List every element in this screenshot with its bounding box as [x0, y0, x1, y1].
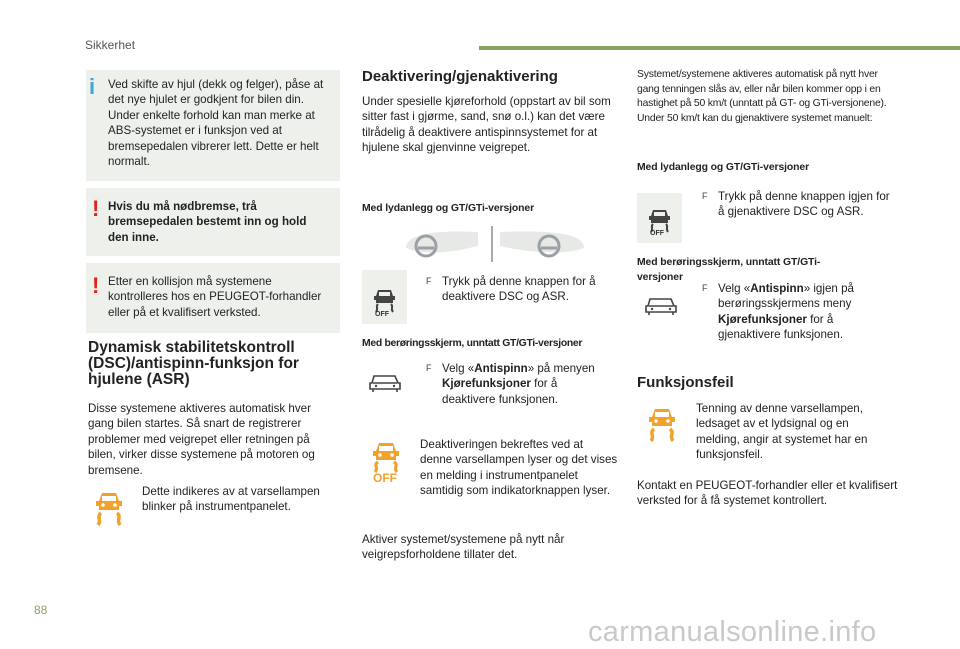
- fault-lamp-text: Tenning av denne varsellampen, ledsaget av et lydsignal og en melding, angir at systemet har en funksjonsfeil.: [696, 402, 868, 462]
- warning-note-brake-text: Hvis du må nødbremse, trå bremsepedalen bestemt inn og hold den inne.: [108, 200, 307, 244]
- bullet-marker: F: [426, 363, 432, 373]
- dsc-off-warning-lamp-icon: [369, 440, 403, 484]
- text-fragment: for å deaktivere funksjonen.: [442, 377, 559, 406]
- text-fragment: » igjen på berøringsskjermens meny: [718, 282, 854, 311]
- deactivation-confirm-text: Deaktiveringen bekreftes ved at denne varsellampen lyser og det vises en melding i instrumentpanelet samtidig som indikatorknappen lyser.: [420, 438, 618, 498]
- deactivation-sub-touchscreen: Med berøringsskjerm, unntatt GT/GTi-versjoner: [362, 338, 583, 349]
- deactivation-sub-audio: Med lydanlegg og GT/GTi-versjoner: [362, 203, 535, 214]
- reactivation-bullet-audio-text: Trykk på denne knappen igjen for å gjenaktivere DSC og ASR.: [718, 190, 890, 219]
- dsc-text: Disse systemene aktiveres automatisk hver gang bilen startes. Så snart de registrerer problemer med veigrepet eller retningen på bilen, virker disse systemene på motoren og bremsene.: [88, 402, 315, 477]
- page-number: 88: [34, 603, 48, 617]
- fault-contact-text: Kontakt en PEUGEOT-forhandler eller et kvalifisert verksted for å få systemet kontrollert.: [637, 479, 898, 508]
- off-label: OFF: [375, 311, 389, 318]
- auto-reactivation-text: Systemet/systemene aktiveres automatisk på nytt hver gang tenningen slås av, eller når bilen kommer opp i en hastighet på 50 km/t (unntatt på GT- og GTi-versjonene). Under 50 km/t kan du gjenaktivere systemet manuelt:: [637, 69, 887, 124]
- fault-heading: Funksjonsfeil: [637, 374, 734, 391]
- deactivation-bullet-audio-text: Trykk på denne knappen for å deaktivere DSC og ASR.: [442, 275, 596, 304]
- reactivate-text: Aktiver systemet/systemene på nytt når veigrepsforholdene tillater det.: [362, 533, 565, 562]
- dsc-indicator-text: Dette indikeres av at varsellampen blinker på instrumentpanelet.: [142, 485, 320, 514]
- deactivation-intro: Under spesielle kjøreforhold (oppstart av bil som sitter fast i gjørme, sand, snø o.l.) kan det være tilrådelig å deaktivere antispinnsystemet for at hjulene skal gjenvinne veigrepet.: [362, 95, 611, 155]
- bullet-marker: F: [702, 283, 708, 293]
- menu-item-antispin: Antispinn: [474, 362, 528, 375]
- text-fragment: for å gjenaktivere funksjonen.: [718, 312, 844, 342]
- dsc-off-button-icon: [362, 270, 407, 324]
- off-label: OFF: [373, 471, 397, 485]
- dsc-fault-warning-lamp-icon: [645, 404, 679, 442]
- menu-item-antispin: Antispinn: [750, 282, 804, 295]
- reactivation-bullet-audio: [702, 189, 898, 220]
- bullet-marker: F: [426, 276, 432, 286]
- header-accent-bar: [479, 46, 960, 50]
- bullet-marker: F: [702, 191, 708, 201]
- dsc-heading: Dynamisk stabilitetskontroll (DSC)/antispinn-funksjon for hjulene (ASR): [88, 339, 299, 388]
- menu-kjorefunksjoner: Kjørefunksjoner: [442, 377, 531, 391]
- section-title: Sikkerhet: [85, 38, 136, 52]
- text-fragment: Velg «: [718, 282, 751, 295]
- text-fragment: Velg «: [442, 362, 475, 375]
- menu-kjorefunksjoner: Kjørefunksjoner: [718, 312, 807, 326]
- car-menu-icon: [368, 372, 402, 394]
- warning-note-collision-text: Etter en kollisjon må systemene kontrolleres hos en PEUGEOT-forhandler eller på et kvalifisert verksted.: [108, 275, 322, 319]
- warning-icon: !: [92, 273, 100, 298]
- steering-wheel-buttons-illustration: [404, 226, 586, 262]
- watermark: carmanualsonline.info: [588, 616, 877, 648]
- warning-note-brake: [86, 188, 340, 256]
- off-label: OFF: [650, 230, 664, 237]
- text-fragment: » på menyen: [527, 362, 595, 375]
- info-note-text: Ved skifte av hjul (dekk og felger), påse at det nye hjulet er godkjent for bilen din. Under enkelte forhold kan man merke at ABS-systemet er i funksjon ved at bremsepedalen vibrerer lett. Dette er helt normalt.: [108, 78, 324, 169]
- car-menu-icon: [644, 295, 678, 317]
- deactivation-bullet-touchscreen: [426, 361, 612, 407]
- dsc-off-button-icon: [637, 193, 682, 243]
- info-note: [86, 70, 340, 181]
- reactivation-sub-touchscreen: Med berøringsskjerm, unntatt GT/GTi-versjoner: [637, 257, 821, 283]
- deactivation-bullet-audio: [426, 274, 612, 305]
- dsc-warning-lamp-icon: [92, 488, 126, 526]
- info-icon: i: [89, 74, 96, 99]
- warning-icon: !: [92, 196, 100, 221]
- deactivation-heading: Deaktivering/gjenaktivering: [362, 68, 558, 85]
- reactivation-bullet-touchscreen: [702, 281, 868, 343]
- reactivation-sub-audio: Med lydanlegg og GT/GTi-versjoner: [637, 162, 810, 173]
- warning-note-collision: [86, 263, 340, 333]
